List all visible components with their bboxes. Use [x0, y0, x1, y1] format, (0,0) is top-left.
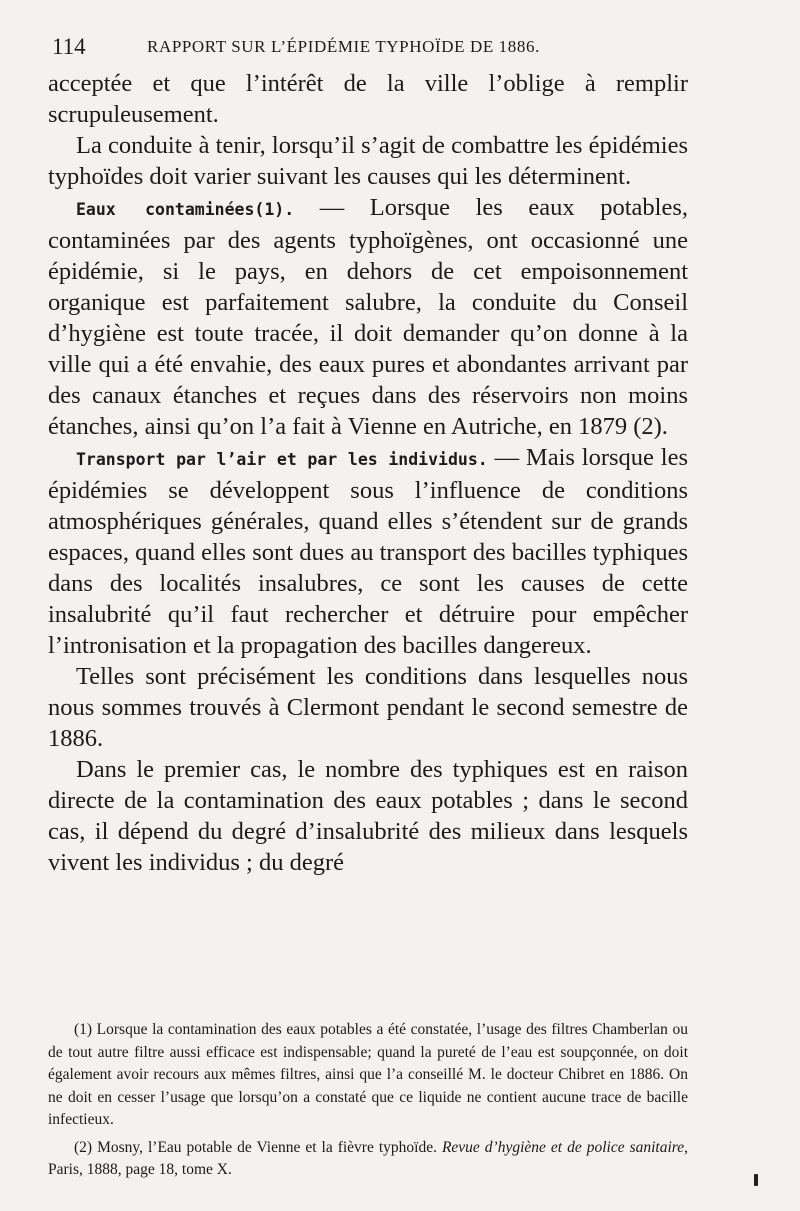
paragraph-eaux-text: — Lorsque les eaux potables, contaminées par des agents typhoïgènes, ont occasionné une épidémie, si le pays, en dehors de cet empoisonnement organique est parfaitement salubre, la conduite du Conseil d’hygiène est toute tracée, il doit demander qu’on donne à la ville qui a été envahie, des eaux pures et abondantes arrivant par des canaux étanches et reçues dans des réservoirs non moins étanches, ainsi qu’on l’a fait à Vienne en Autriche, en 1879 (2).	[48, 194, 688, 440]
paragraph-conduite: La conduite à tenir, lorsqu’il s’agit de combattre les épidémies typhoïdes doit varier suivant les causes qui les déterminent.	[48, 132, 688, 190]
paragraph-eaux-contaminees	[48, 192, 688, 442]
page-header	[52, 34, 752, 64]
footnote-2-journal: Revue d’hygiène et de police sanitaire	[441, 1138, 685, 1156]
footnote-ref-1: (1).	[254, 200, 295, 219]
footnote-2-citation: (2) Mosny, l’Eau potable de Vienne et la fièvre typhoïde.	[74, 1138, 442, 1156]
running-title: RAPPORT SUR L’ÉPIDÉMIE TYPHOÏDE DE 1886.	[147, 37, 540, 56]
footnote-2	[48, 1137, 688, 1182]
paragraph-clermont: Telles sont précisément les conditions dans lesquelles nous nous sommes trouvés à Clermont pendant le second semestre de 1886.	[48, 663, 688, 752]
paragraph-transport	[48, 442, 688, 661]
paragraph-continuation: acceptée et que l’intérêt de la ville l’oblige à remplir scrupuleusement.	[48, 70, 688, 128]
footnote-2-details: , Paris, 1888, page 18, tome X.	[48, 1138, 688, 1178]
footnote-1: (1) Lorsque la contamination des eaux potables a été constatée, l’usage des filtres Chamberlan ou de tout autre filtre aussi efficace est indispensable; quand la pureté de l’eau est soupçonnée, on doit également avoir recours aux mêmes filtres, ainsi que l’a conseillé M. le docteur Chibret en 1886. On ne doit en cesser l’usage que lorsqu’on a constaté que ce liquide ne contient aucune trace de bacille infectieux.	[48, 1021, 688, 1128]
page-number: 114	[52, 34, 86, 59]
paragraph-transport-text: — Mais lorsque les épidémies se développent sous l’influence de conditions atmosphériques générales, quand elles s’étendent sur de grands espaces, quand elles sont dues au transport des bacilles typhiques dans des localités insalubres, ce sont les causes de cette insalubrité qu’il faut rechercher et détruire pour empêcher l’intronisation et la propagation des bacilles dangereux.	[48, 444, 688, 659]
footnotes	[48, 1019, 688, 1182]
paragraph-premier-cas: Dans le premier cas, le nombre des typhiques est en raison directe de la contamination des eaux potables ; dans le second cas, il dépend du degré d’insalubrité des milieux dans lesquels vivent les individus ; du degré	[48, 756, 688, 876]
section-heading-transport: Transport par l’air et par les individus.	[76, 450, 488, 469]
margin-ink-mark	[754, 1174, 758, 1186]
main-text	[48, 68, 688, 878]
section-heading-eaux: Eaux contaminées	[76, 200, 255, 219]
